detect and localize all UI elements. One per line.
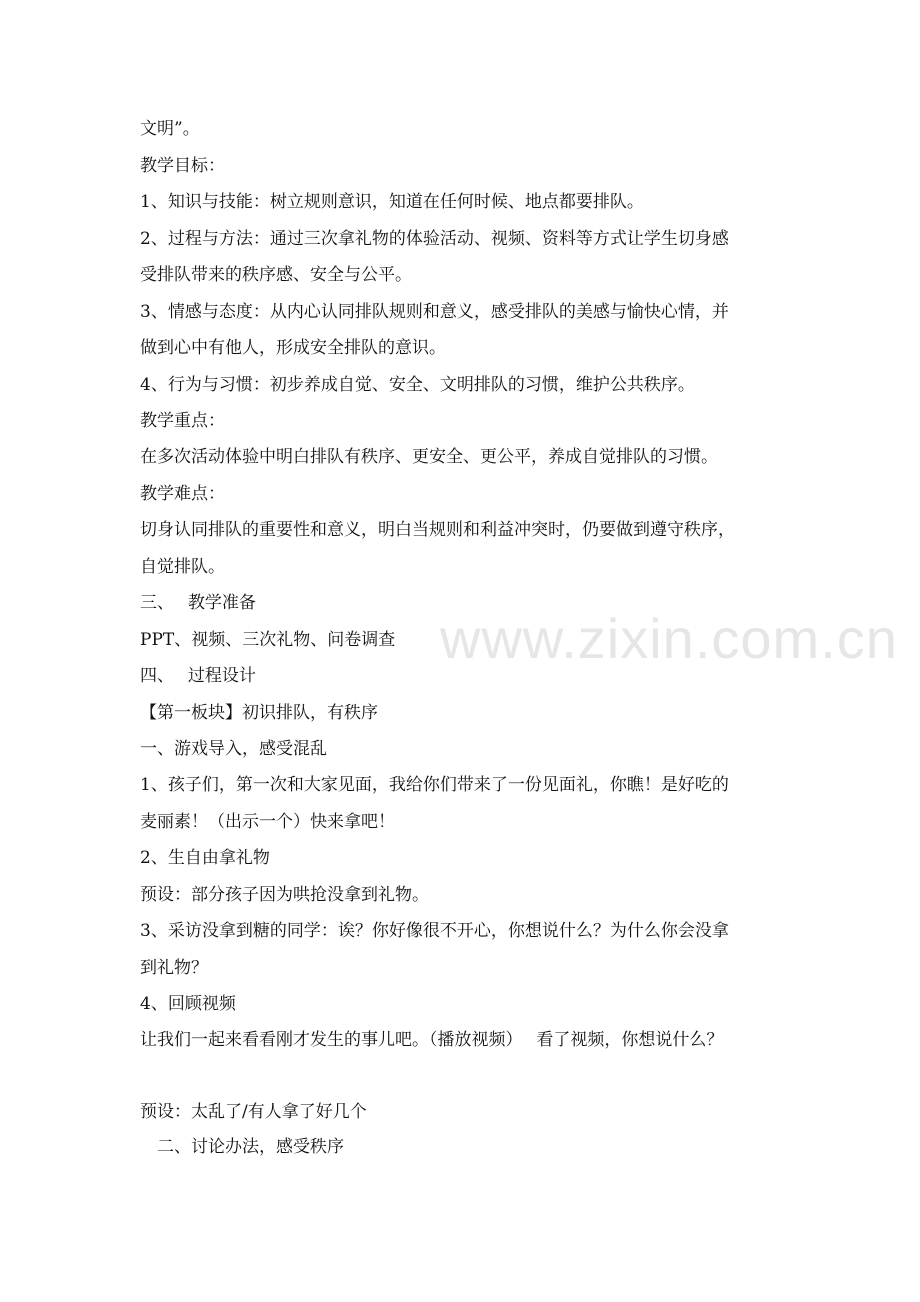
section-heading: 教学目标： (140, 156, 225, 176)
text-line: 3、采访没拿到糖的同学：诶？你好像很不开心，你想说什么？为什么你会没拿 (140, 921, 729, 941)
text-line: 4、回顾视频 (140, 994, 236, 1014)
text-line: PPT、视频、三次礼物、问卷调查 (140, 630, 396, 650)
text-line: 2、过程与方法：通过三次拿礼物的体验活动、视频、资料等方式让学生切身感 (140, 229, 729, 249)
text-line: 让我们一起来看看刚才发生的事儿吧。（播放视频） 看了视频，你想说什么？ (140, 1030, 724, 1050)
text-line: 4、行为与习惯：初步养成自觉、安全、文明排队的习惯，维护公共秩序。 (140, 375, 695, 395)
text-line: 文明”。 (140, 119, 200, 139)
text-line: 二、讨论办法，感受秩序 (140, 1137, 344, 1157)
text-line: 1、知识与技能：树立规则意识，知道在任何时候、地点都要排队。 (140, 192, 644, 212)
section-heading: 三、 教学准备 (140, 593, 256, 613)
text-line: 切身认同排队的重要性和意义，明白当规则和利益冲突时，仍要做到遵守秩序， (140, 520, 735, 540)
text-line: 做到心中有他人，形成安全排队的意识。 (140, 338, 446, 358)
section-heading: 四、 过程设计 (140, 666, 256, 686)
text-line: 3、情感与态度：从内心认同排队规则和意义，感受排队的美感与愉快心情，并 (140, 302, 729, 322)
text-line: 麦丽素！（出示一个）快来拿吧！ (140, 812, 395, 832)
text-line: 自觉排队。 (140, 557, 225, 577)
watermark: www.zixin.com.cn (440, 607, 898, 670)
text-line: 1、孩子们，第一次和大家见面，我给你们带来了一份见面礼，你瞧！是好吃的 (140, 775, 729, 795)
text-line: 在多次活动体验中明白排队有秩序、更安全、更公平，养成自觉排队的习惯。 (140, 447, 718, 467)
block-heading: 【第一板块】初识排队，有秩序 (140, 703, 378, 723)
text-line: 一、游戏导入，感受混乱 (140, 739, 327, 759)
section-heading: 教学重点： (140, 411, 225, 431)
text-line: 受排队带来的秩序感、安全与公平。 (140, 265, 412, 285)
text-line: 预设：部分孩子因为哄抢没拿到礼物。 (140, 885, 429, 905)
text-line: 2、生自由拿礼物 (140, 848, 270, 868)
text-line: 预设：太乱了/有人拿了好几个 (140, 1102, 367, 1122)
section-heading: 教学难点： (140, 484, 225, 504)
text-line: 到礼物？ (140, 958, 208, 978)
